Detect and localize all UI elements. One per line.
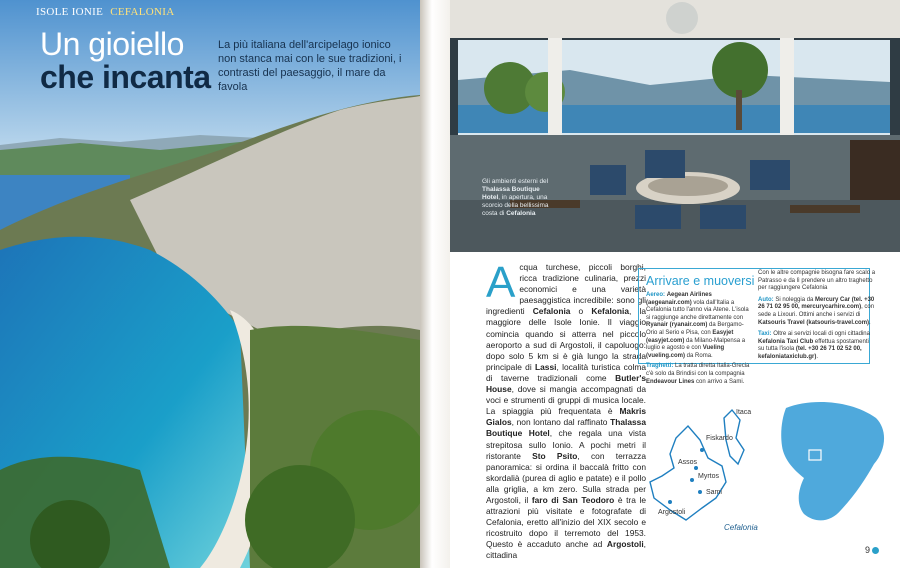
article-text: è tra le attrazioni più visitate e fotografate di Cefalonia, eretto all'inizio del XIX secolo e ricostruito dopo il terremoto del 1953. Questo è accaduto anche ad	[486, 494, 646, 550]
side-bold: (tel. +30 26 71 02 52 00, kefaloniataxiclub.gr)	[758, 346, 862, 360]
assos-marker	[694, 466, 698, 470]
article-text: , che regala una vista strepitosa sullo Ionio. A pochi metri il ristorante	[486, 428, 646, 461]
subsection-name: CEFALONIA	[110, 6, 175, 18]
cefalonia-map	[636, 398, 894, 538]
article-bold: Makris Gialos	[486, 406, 646, 428]
side-text: .	[869, 319, 871, 326]
article-bold: Argostoli	[606, 539, 644, 550]
article-bold: Cefalonia	[532, 306, 571, 317]
article-bold: Butler's House	[486, 372, 646, 395]
article-text: , con terrazza panoramica: si ordina il baccalà fritto con skordalià (purea di aglio e patate) e il pollo alla griglia, a km zero. Sulla strada per Argostoli, il	[486, 450, 646, 505]
myrtos-marker	[690, 478, 694, 482]
article-text: o	[570, 306, 592, 317]
section-kicker	[36, 6, 174, 18]
map-label-myrtos: Myrtos	[698, 473, 719, 480]
greece-inset-map	[781, 402, 884, 520]
photo-caption	[482, 178, 552, 218]
article-text: , località turistica colma di taverne tradizionali come	[486, 361, 646, 383]
info-bold: Easyjet (easyjet.com)	[646, 329, 734, 344]
map-label-argostoli: Argostoli	[658, 509, 686, 516]
side-text: Si noleggia da	[773, 296, 816, 303]
page-number-value: 9	[865, 545, 871, 555]
map-label-assos: Assos	[678, 459, 698, 466]
argostoli-marker	[668, 500, 672, 504]
info-bold: Aegean Airlines (aegeanair.com)	[646, 292, 712, 306]
caption-tail: , in apertura, una scorcio della bellissima costa di	[482, 194, 549, 217]
sami-marker	[698, 490, 702, 494]
info-box-title: Arrivare e muoversi	[646, 274, 755, 288]
info-box-column	[646, 292, 754, 389]
right-page	[450, 0, 900, 568]
side-bold: Katsouris Travel (katsouris-travel.com)	[758, 319, 870, 326]
article-bold: Lassi	[535, 361, 557, 372]
page-gutter	[420, 0, 450, 568]
section-name: ISOLE IONIE	[36, 6, 104, 18]
side-text: Oltre ai servizi locali di ogni cittadina	[771, 331, 870, 338]
headline-line-2: che incanta	[40, 59, 211, 95]
side-notes	[758, 270, 876, 366]
side-text: .	[816, 353, 819, 360]
fiskardo-marker	[700, 448, 704, 452]
article-text: cqua turchese, piccoli borghi, ricca tradizione culinaria, prezzi economici e una varietà paesaggistica incredibile: sono gli ingredienti	[486, 262, 646, 317]
article-bold: Sto Psito	[532, 450, 578, 461]
left-page	[0, 0, 420, 568]
info-text: La tratta diretta Italia-Grecia c'è solo da Brindisi con la compagnia	[646, 363, 750, 377]
article-bold: faro di San Teodoro	[531, 494, 615, 505]
headline	[40, 28, 230, 94]
caption-place: Cefalonia	[506, 210, 536, 217]
info-aereo	[646, 292, 754, 360]
side-text: effettua spostamenti su tutta l'isola	[758, 338, 869, 353]
headline-line-1: Un gioiello	[40, 26, 184, 62]
map-label-cefalonia: Cefalonia	[724, 523, 758, 532]
article-body	[486, 258, 646, 562]
info-text: da Roma.	[685, 352, 713, 359]
taxi-label: Taxi:	[758, 331, 772, 338]
traghetti-label: Traghetti:	[646, 363, 674, 370]
side-bold: Mercury Car (tel. +30 26 71 02 95 00, mercurycarhire.com)	[758, 296, 875, 311]
aereo-label: Aereo:	[646, 292, 666, 298]
info-text: vola dall'Italia a Cefalonia tutto l'anno via Atene. L'isola si raggiunge anche direttamente con	[646, 299, 749, 321]
map-label-sami: Sami	[706, 489, 722, 496]
info-text: con arrivo a Sami.	[694, 378, 745, 385]
side-bold: Kefalonia Taxi Club	[758, 338, 814, 345]
caption-hotel: Thalassa Boutique Hotel	[482, 186, 540, 201]
article-bold: Kefalonia	[591, 306, 630, 317]
article-text: , non lontano dal raffinato	[511, 417, 611, 428]
info-text: da Bergamo-Orio al Serio e Pisa, con	[646, 322, 744, 336]
side-taxi	[758, 331, 876, 361]
page-number	[865, 545, 879, 555]
article-text: , dove si mangia accompagnati da voci e strumenti di gruppi di musica locale. La spiaggia più frequentata è	[486, 384, 646, 417]
side-intro: Con le altre compagnie bisogna fare scalo a Patrasso e da lì prendere un altro traghetto per raggiungere Cefalonia	[758, 270, 876, 292]
article-text: , la maggiore delle Isole Ionie. Il viaggio comincia quando si atterra nel piccolo aeroporto a sud di Argostoli, il capoluogo: dopo solo 5 km si è già lungo la strada principale di	[486, 306, 646, 372]
article-bold: Thalassa Boutique Hotel	[486, 417, 646, 439]
auto-label: Auto:	[758, 296, 774, 303]
info-bold: Ryanair (ryanair.com)	[646, 322, 708, 329]
standfirst: La più italiana dell'arcipelago ionico non stanca mai con le sue tradizioni, i contrasti del paesaggio, il mare da favola	[218, 39, 402, 93]
side-auto	[758, 297, 876, 327]
article-text: , cittadina	[486, 539, 646, 561]
caption-lead: Gli ambienti esterni del	[482, 178, 549, 185]
map-label-itaca: Itaca	[736, 409, 752, 416]
page-dot-icon	[872, 547, 879, 554]
hotel-terrace-photo	[450, 0, 900, 252]
info-bold: Vueling (vueling.com)	[646, 345, 725, 359]
map-label-fiskardo: Fiskardo	[706, 435, 733, 442]
info-bold: Endeavour Lines	[646, 378, 695, 385]
info-text: da Milano-Malpensa a luglio e agosto e con	[646, 337, 746, 352]
info-traghetti	[646, 363, 754, 386]
side-text: , con sede a Lixouri. Ottimi anche i servizi di	[758, 304, 875, 318]
drop-cap: A	[486, 258, 516, 307]
